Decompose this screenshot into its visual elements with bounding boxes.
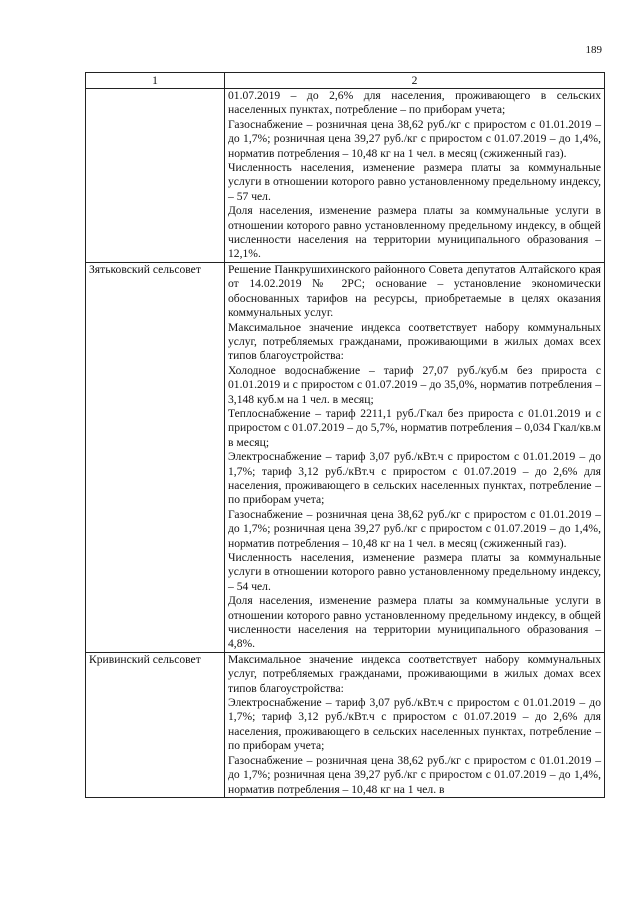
paragraph: Холодное водоснабжение – тариф 27,07 руб./куб.м без прироста с 01.01.2019 и с приростом с 01.07.2019 – до 35,0%, норматив потребления – 3,148 куб.м на 1 чел. в месяц; <box>228 363 601 406</box>
paragraph: Газоснабжение – розничная цена 38,62 руб./кг с приростом с 01.01.2019 – до 1,7%; розничная цена 39,27 руб./кг с приростом с 01.07.2019 – до 1,4%, норматив потребления – 10,48 кг на 1 чел. в месяц (сжиженный газ). <box>228 117 601 160</box>
table-row <box>86 652 605 797</box>
tariff-table <box>85 72 605 798</box>
paragraph: Газоснабжение – розничная цена 38,62 руб./кг с приростом с 01.01.2019 – до 1,7%; розничная цена 39,27 руб./кг с приростом с 01.07.2019 – до 1,4%, норматив потребления – 10,48 кг на 1 чел. в месяц (сжиженный газ). <box>228 507 601 550</box>
table-row <box>86 262 605 652</box>
paragraph: Доля населения, изменение размера платы за коммунальные услуги в отношении которого равно установленному предельному индексу, в общей численности населения на территории муниципального образования – 4,8%. <box>228 594 601 651</box>
column-header-2: 2 <box>225 73 605 89</box>
municipality-name: Зятьковский сельсовет <box>86 262 225 652</box>
table-row <box>86 89 605 263</box>
paragraph: Численность населения, изменение размера платы за коммунальные услуги в отношении которого равно установленному предельному индексу, – 54 чел. <box>228 551 601 593</box>
municipality-name: Кривинский сельсовет <box>86 652 225 797</box>
paragraph: Решение Панкрушихинского районного Совета депутатов Алтайского края от 14.02.2019 № 2РС; основание – установление экономически обоснованных тарифов на ресурсы, приобретаемые в целях оказания коммунальных услуг. <box>228 262 601 320</box>
paragraph: Электроснабжение – тариф 3,07 руб./кВт.ч с приростом с 01.01.2019 – до 1,7%; тариф 3,12 руб./кВт.ч с приростом с 01.07.2019 – до 2,6% для населения, проживающего в сельских населенных пунктах, потребление – по приборам учета; <box>228 696 601 753</box>
paragraph: Максимальное значение индекса соответствует набору коммунальных услуг, потребляемых гражданами, проживающими в жилых домах всех типов благоустройства: <box>228 652 601 695</box>
tariff-description <box>225 262 605 652</box>
column-header-1: 1 <box>86 73 225 89</box>
tariff-description <box>225 89 605 263</box>
table-header-row <box>86 73 605 89</box>
page-number: 189 <box>585 44 602 56</box>
paragraph: Электроснабжение – тариф 3,07 руб./кВт.ч с приростом с 01.01.2019 – до 1,7%; тариф 3,12 руб./кВт.ч с приростом с 01.07.2019 – до 2,6% для населения, проживающего в сельских населенных пунктах, потребление – по приборам учета; <box>228 450 601 507</box>
paragraph: Доля населения, изменение размера платы за коммунальные услуги в отношении которого равно установленному предельному индексу, в общей численности населения на территории муниципального образования – 12,1%. <box>228 204 601 261</box>
paragraph: Теплоснабжение – тариф 2211,1 руб./Гкал без прироста с 01.01.2019 и с приростом с 01.07.2019 – до 5,7%, норматив потребления – 0,034 Гкал/кв.м в месяц; <box>228 406 601 449</box>
paragraph: Численность населения, изменение размера платы за коммунальные услуги в отношении которого равно установленному предельному индексу, – 57 чел. <box>228 161 601 203</box>
paragraph: 01.07.2019 – до 2,6% для населения, проживающего в сельских населенных пунктах, потребление – по приборам учета; <box>228 89 601 117</box>
tariff-description <box>225 652 605 797</box>
paragraph: Максимальное значение индекса соответствует набору коммунальных услуг, потребляемых гражданами, проживающими в жилых домах всех типов благоустройства: <box>228 320 601 363</box>
paragraph: Газоснабжение – розничная цена 38,62 руб./кг с приростом с 01.01.2019 – до 1,7%; розничная цена 39,27 руб./кг с приростом с 01.07.2019 – до 1,4%, норматив потребления – 10,48 кг на 1 чел. в <box>228 753 601 796</box>
municipality-name <box>86 89 225 263</box>
